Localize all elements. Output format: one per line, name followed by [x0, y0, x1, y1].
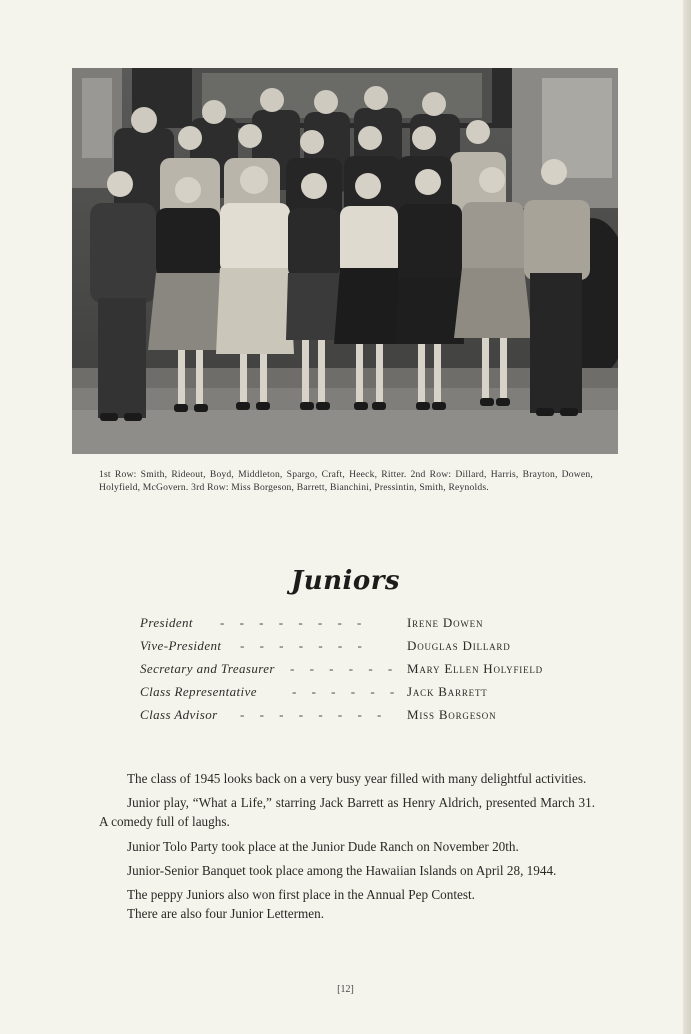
officer-role: Secretary and Treasurer: [140, 661, 275, 676]
officer-row: [140, 681, 600, 704]
officer-role: Vive-President: [140, 638, 222, 653]
officer-row: [140, 612, 600, 635]
officer-name: Irene Dowen: [407, 615, 484, 630]
officer-name: Miss Borgeson: [407, 707, 497, 722]
officer-role: President: [140, 615, 193, 630]
officers-list: [140, 612, 600, 727]
paragraph: There are also four Junior Lettermen.: [127, 906, 324, 922]
paragraph: The class of 1945 looks back on a very busy year filled with many delightful activities.: [127, 771, 587, 786]
leader-dots: - - - - - - - -: [240, 707, 388, 722]
paragraph: Junior-Senior Banquet took place among the Hawaiian Islands on April 28, 1944.: [127, 862, 557, 878]
officer-row: [140, 658, 600, 681]
photo-caption: 1st Row: Smith, Rideout, Boyd, Middleton, Spargo, Craft, Heeck, Ritter. 2nd Row: Dillard, Harris, Brayton, Dowen, Holyfield, McGovern. 3rd Row: Miss Borgeson, Barrett, Bianchini, Pressintin, Smith, Reynolds.: [99, 469, 593, 493]
class-photo: [72, 68, 618, 454]
officer-row: [140, 704, 600, 727]
officer-name: Douglas Dillard: [407, 638, 511, 653]
paragraph: The peppy Juniors also won first place in the Annual Pep Contest.: [127, 887, 475, 903]
class-summary: [99, 769, 595, 928]
officer-role: Class Representative: [140, 684, 257, 699]
leader-dots: - - - - - -: [292, 684, 401, 699]
paragraph: Junior Tolo Party took place at the Junior Dude Ranch on November 20th.: [127, 838, 519, 854]
page-edge: [683, 0, 691, 1034]
officer-role: Class Advisor: [140, 707, 218, 722]
leader-dots: - - - - - - -: [240, 638, 368, 653]
section-heading: Juniors: [290, 566, 401, 596]
paragraph: Junior play, “What a Life,” starring Jack Barrett as Henry Aldrich, presented March 31. A comedy full of laughs.: [99, 795, 595, 830]
officer-row: [140, 635, 600, 658]
officer-name: Jack Barrett: [407, 684, 488, 699]
page-number: [12]: [337, 984, 354, 995]
leader-dots: - - - - - - - -: [220, 615, 368, 630]
officer-name: Mary Ellen Holyfield: [407, 661, 543, 676]
leader-dots: - - - - - -: [290, 661, 399, 676]
